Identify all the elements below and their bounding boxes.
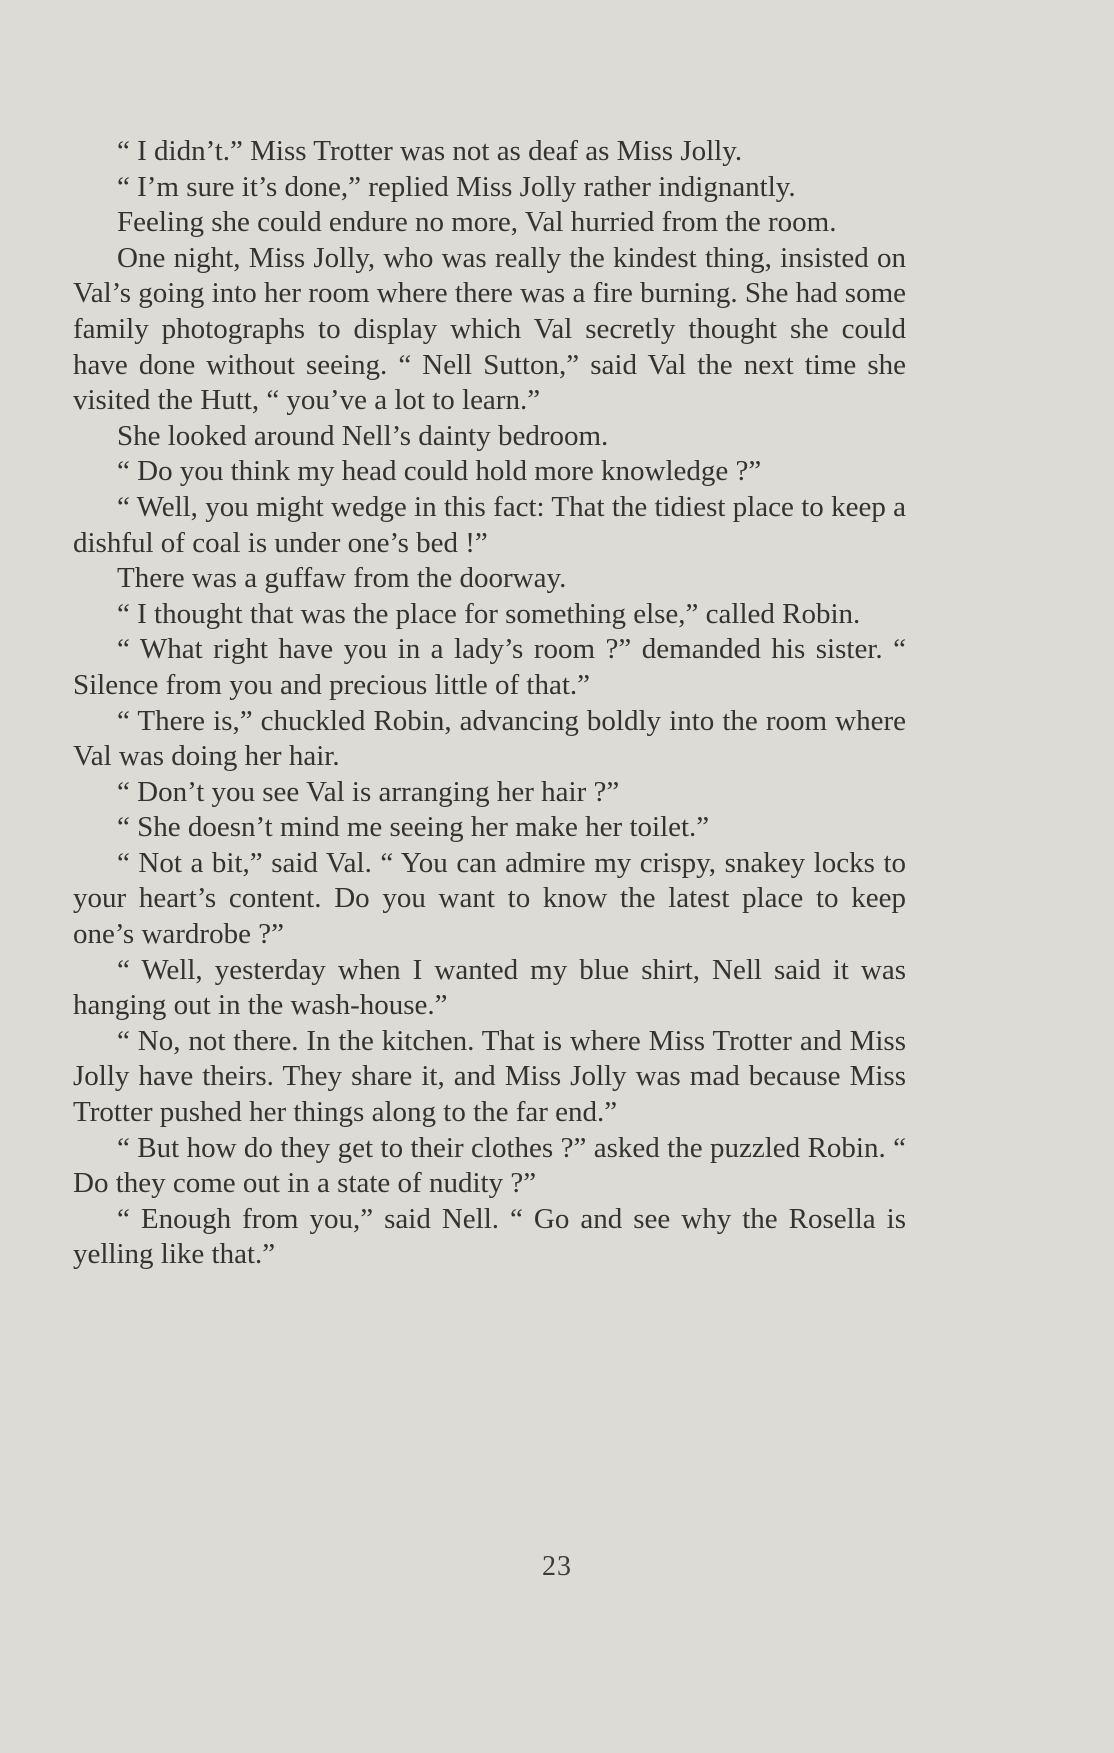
page-number: 23 bbox=[542, 1551, 572, 1582]
body-text bbox=[73, 134, 906, 1273]
paragraph: One night, Miss Jolly, who was really the kindest thing, insisted on Val’s going into her room where there was a fire burning. She had some family photographs to display which Val secretly thought she could have done without seeing. “ Nell Sutton,” said Val the next time she visited the Hutt, “ you’ve a lot to learn.” bbox=[73, 241, 906, 417]
paragraph: “ She doesn’t mind me seeing her make her toilet.” bbox=[117, 811, 710, 844]
paragraph: “ Well, you might wedge in this fact: That the tidiest place to keep a dishful of coal is under one’s bed !” bbox=[73, 490, 906, 559]
paragraph: Feeling she could endure no more, Val hurried from the room. bbox=[117, 206, 837, 239]
paragraph: “ No, not there. In the kitchen. That is where Miss Trotter and Miss Jolly have theirs. They share it, and Miss Jolly was mad because Miss Trotter pushed her things along to the far end.” bbox=[73, 1024, 906, 1129]
paragraph: “ Enough from you,” said Nell. “ Go and see why the Rosella is yelling like that.” bbox=[73, 1202, 906, 1271]
paragraph: “ Do you think my head could hold more knowledge ?” bbox=[117, 455, 762, 488]
paragraph: She looked around Nell’s dainty bedroom. bbox=[117, 419, 609, 452]
paragraph: “ Don’t you see Val is arranging her hair ?” bbox=[117, 775, 620, 808]
paragraph: “ What right have you in a lady’s room ?” demanded his sister. “ Silence from you and precious little of that.” bbox=[73, 633, 906, 701]
paragraph: “ I thought that was the place for something else,” called Robin. bbox=[117, 597, 861, 630]
paragraph: There was a guffaw from the doorway. bbox=[117, 562, 567, 595]
paragraph: “ I’m sure it’s done,” replied Miss Jolly rather indignantly. bbox=[117, 170, 796, 203]
paragraph: “ I didn’t.” Miss Trotter was not as deaf as Miss Jolly. bbox=[117, 135, 743, 167]
paragraph: “ Not a bit,” said Val. “ You can admire my crispy, snakey locks to your heart’s content. Do you want to know the latest place to keep one’s wardrobe ?” bbox=[73, 846, 906, 951]
paragraph: “ Well, yesterday when I wanted my blue shirt, Nell said it was hanging out in the wash-house.” bbox=[73, 953, 906, 1022]
paragraph: “ But how do they get to their clothes ?” asked the puzzled Robin. “ Do they come out in a state of nudity ?” bbox=[73, 1131, 906, 1200]
paragraph: “ There is,” chuckled Robin, advancing boldly into the room where Val was doing her hair. bbox=[73, 704, 906, 773]
